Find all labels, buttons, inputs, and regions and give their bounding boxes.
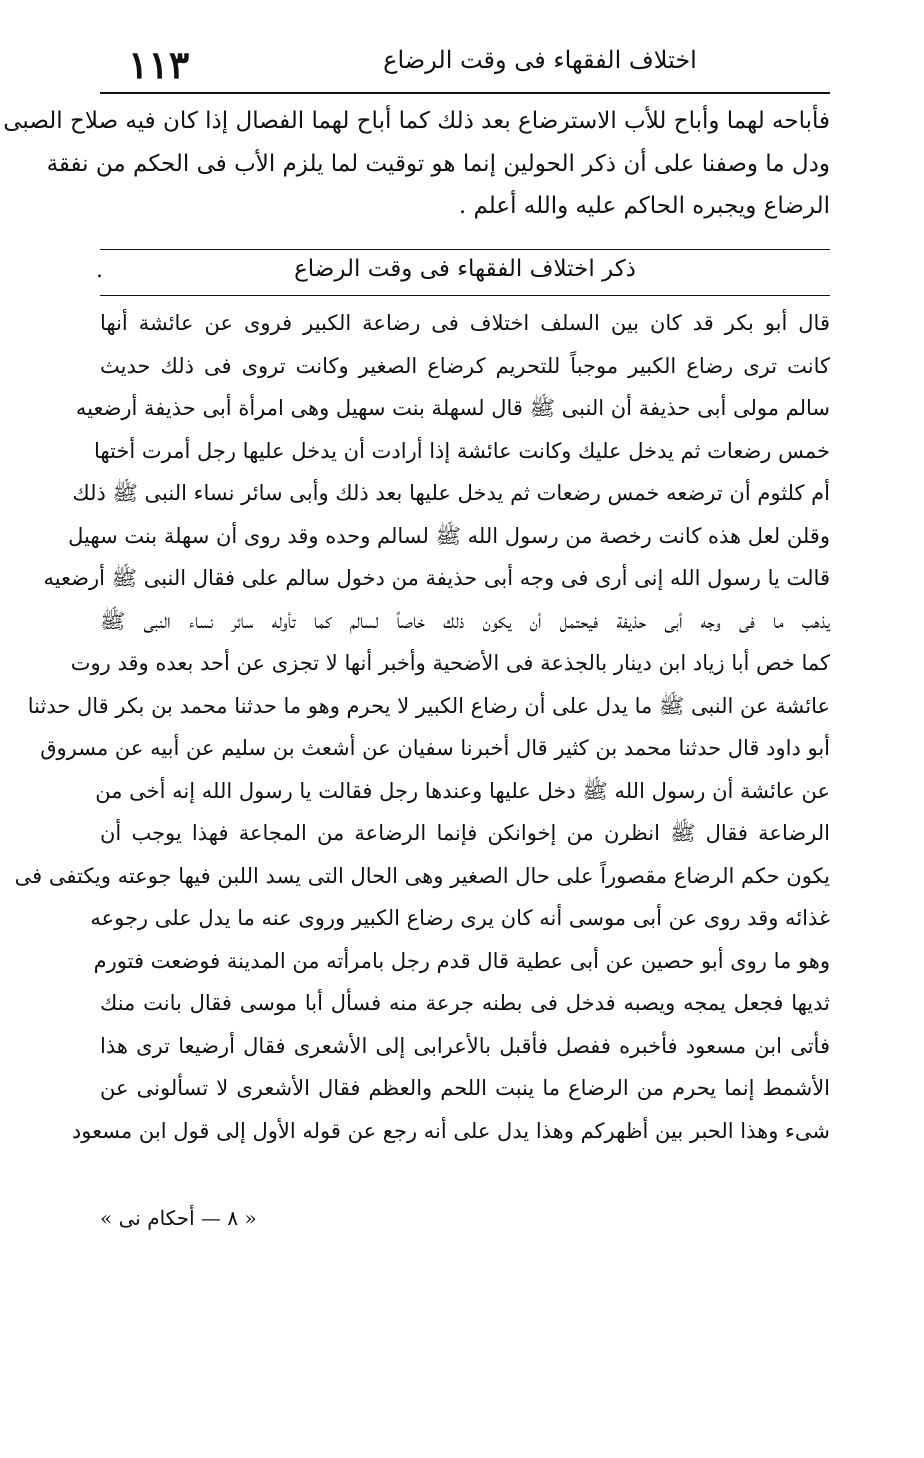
body-line: يذهب ما فى وجه أبى حذيفة فيحتمل أن يكون ذلك خاصاً لسالم كما تأوله سائر نساء النبى ﷺ [100,608,830,633]
body-line: عائشة عن النبى ﷺ ما يدل على أن رضاع الكبير لا يحرم وهو ما حدثنا محمد بن بكر قال حدثنا [27,693,830,718]
intro-line: فأباحه لهما وأباح للأب الاسترضاع بعد ذلك كما أباح لهما الفصال إذا كان فيه صلاح الصبى [3,108,830,134]
body-line: وقلن لعل هذه كانت رخصة من رسول الله ﷺ لسالم وحده وقد روى أن سهلة بنت سهيل [68,523,830,548]
body-line: سالم مولى أبى حذيفة أن النبى ﷺ قال لسهلة بنت سهيل وهى امرأة أبى حذيفة أرضعيه [75,396,830,420]
body-line: خمس رضعات ثم يدخل عليك وكانت عائشة إذا أرادت أن يدخل عليها رجل أمرت أختها [93,438,830,463]
body-line: ثديها فجعل يمجه ويصبه فدخل فى بطنه جرعة منه فسأل أبا موسى فقال بانت منك [100,991,830,1015]
body-line: قالت يا رسول الله إنى أرى فى وجه أبى حذيفة من دخول سالم على فقال النبى ﷺ أرضعيه [43,566,830,590]
body-line: شىء وهذا الحبر بين أظهركم وهذا يدل على أنه رجع عن قوله الأول إلى قول ابن مسعود [71,1118,830,1143]
body-line: الرضاعة فقال ﷺ انظرن من إخوانكن فإنما الرضاعة من المجاعة فهذا يوجب أن [100,821,830,845]
heading-dot: . [96,258,103,283]
body-line: فأتى ابن مسعود فأخبره ففصل فأقبل بالأعرابى إلى الأشعرى فقال أرضيعا ترى هذا [100,1033,830,1058]
body-line: الأشمط إنما يحرم من الرضاع ما ينبت اللحم والعظم فقال الأشعرى لا تسألونى عن [100,1076,830,1100]
running-title: اختلاف الفقهاء فى وقت الرضاع [383,46,697,74]
divider-rule-top [100,249,830,250]
body-line: يكون حكم الرضاع مقصوراً على حال الصغير وهى الحال التى يسد اللبن فيها جوعته ويكتفى فى [14,863,830,888]
body-line: كانت ترى رضاع الكبير موجباً للتحريم كرضاع الصغير وكانت تروى فى ذلك حديث [100,353,830,378]
body-line: وهو ما روى أبو حصين عن أبى عطية قال قدم رجل بامرأته من المدينة فوضعت فتورم [93,948,830,973]
body-line: قال أبو بكر قد كان بين السلف اختلاف فى رضاعة الكبير فروى عن عائشة أنها [100,311,830,335]
body-paragraph [14,302,830,1152]
body-line: أم كلثوم أن ترضعه خمس رضعات ثم يدخل عليها بعد ذلك وأبى سائر نساء النبى ﷺ ذلك [72,481,830,505]
body-line: كما خص أبا زياد ابن دينار بالجذعة فى الأضحية وأخبر أنها لا تجزى عن أحد بعده وقد روت [70,651,830,675]
body-line: غذائه وقد روى عن أبى موسى أنه كان يرى رضاع الكبير وروى عنه ما يدل على رجوعه [90,906,830,930]
divider-rule-bottom [100,295,830,296]
page-number: ١١٣ [128,42,190,87]
intro-line: الرضاع ويجبره الحاكم عليه والله أعلم . [458,193,830,219]
body-line: أبو داود قال حدثنا محمد بن كثير قال أخبرنا سفيان عن أشعث بن سليم عن أبيه عن مسروق [40,736,830,760]
intro-line: ودل ما وصفنا على أن ذكر الحولين إنما هو توقيت لما يلزم الأب فى الحكم من نفقة [46,150,830,177]
intro-paragraph [3,100,830,228]
signature-mark: « ٨ — أحكام نى » [100,1206,257,1230]
page-header [100,36,830,94]
section-heading: ذكر اختلاف الفقهاء فى وقت الرضاع [294,256,636,282]
body-line: عن عائشة أن رسول الله ﷺ دخل عليها وعندها رجل فقالت يا رسول الله إنه أخى من [95,778,830,803]
